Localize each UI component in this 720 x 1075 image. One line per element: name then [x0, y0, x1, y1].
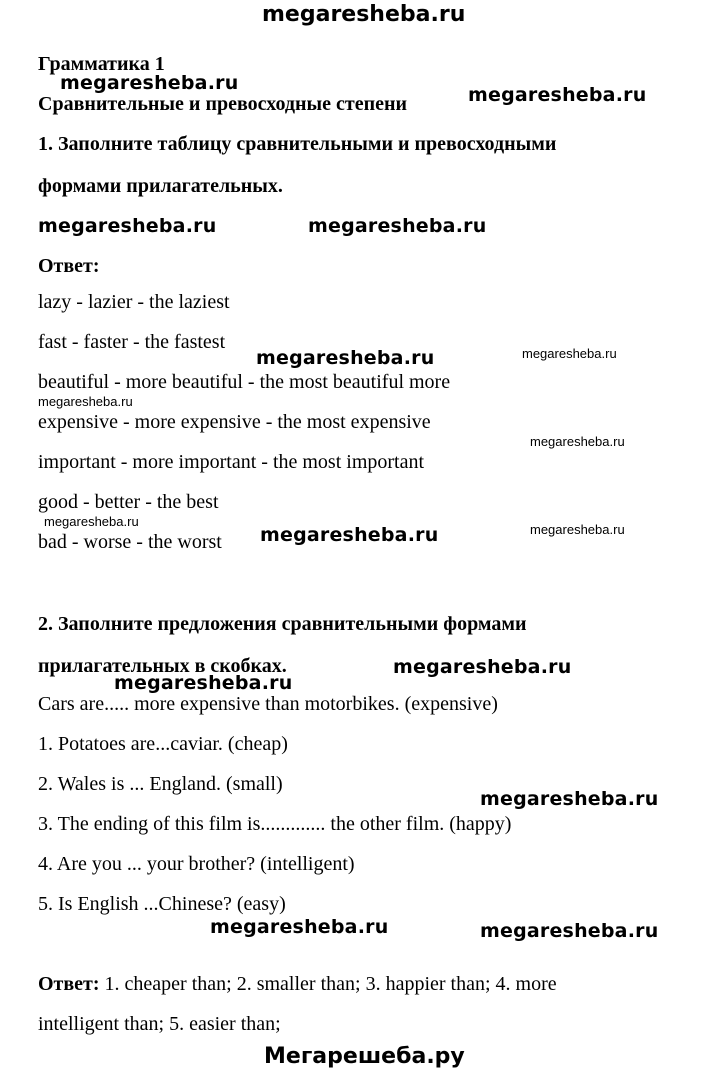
answer-line: fast - faster - the fastest: [38, 331, 226, 353]
task2-heading-line1: 2. Заполните предложения сравнительными формами: [38, 613, 527, 635]
task2-example: Cars are..... more expensive than motorbikes. (expensive): [38, 693, 498, 715]
task2-answer: [38, 972, 557, 996]
watermark: megaresheba.ru: [38, 215, 217, 237]
exercise-item: 4. Are you ... your brother? (intelligent): [38, 853, 355, 875]
task1-answer-label: Ответ:: [38, 255, 100, 277]
answer-line: bad - worse - the worst: [38, 531, 222, 553]
exercise-item: 3. The ending of this film is............. the other film. (happy): [38, 813, 512, 835]
watermark: megaresheba.ru: [530, 522, 625, 537]
exercise-item: 1. Potatoes are...caviar. (cheap): [38, 733, 288, 755]
task2-answer-continued: intelligent than; 5. easier than;: [38, 1013, 281, 1035]
header-watermark: megaresheba.ru: [262, 2, 466, 27]
answer-line: important - more important - the most important: [38, 451, 425, 473]
section-subtitle: Сравнительные и превосходные степени: [38, 93, 408, 115]
watermark: megaresheba.ru: [480, 920, 659, 942]
watermark: megaresheba.ru: [256, 347, 435, 369]
watermark: megaresheba.ru: [468, 84, 647, 106]
answer-line: beautiful - more beautiful - the most beautiful more: [38, 371, 451, 393]
watermark: megaresheba.ru: [44, 514, 139, 529]
watermark: megaresheba.ru: [522, 346, 617, 361]
watermark: megaresheba.ru: [308, 215, 487, 237]
task1-heading-line1: 1. Заполните таблицу сравнительными и превосходными: [38, 133, 557, 155]
exercise-item: 5. Is English ...Chinese? (easy): [38, 893, 286, 915]
watermark: megaresheba.ru: [210, 916, 389, 938]
task2-answer-text: 1. cheaper than; 2. smaller than; 3. happier than; 4. more: [99, 973, 557, 995]
task1-heading-line2: формами прилагательных.: [38, 175, 283, 197]
watermark: megaresheba.ru: [393, 656, 572, 678]
section-title: Грамматика 1: [38, 53, 165, 75]
footer-watermark: Мегарешеба.ру: [264, 1044, 465, 1069]
watermark: megaresheba.ru: [260, 524, 439, 546]
answer-line: expensive - more expensive - the most expensive: [38, 411, 431, 433]
watermark: megaresheba.ru: [480, 788, 659, 810]
watermark: megaresheba.ru: [530, 434, 625, 449]
task2-heading-line2: прилагательных в скобках.: [38, 655, 287, 677]
task2-answer-label: Ответ:: [38, 973, 100, 995]
watermark: megaresheba.ru: [38, 394, 133, 409]
watermark: megaresheba.ru: [114, 672, 293, 694]
watermark: megaresheba.ru: [60, 72, 239, 94]
exercise-item: 2. Wales is ... England. (small): [38, 773, 283, 795]
answer-line: good - better - the best: [38, 491, 219, 513]
answer-line: lazy - lazier - the laziest: [38, 291, 230, 313]
